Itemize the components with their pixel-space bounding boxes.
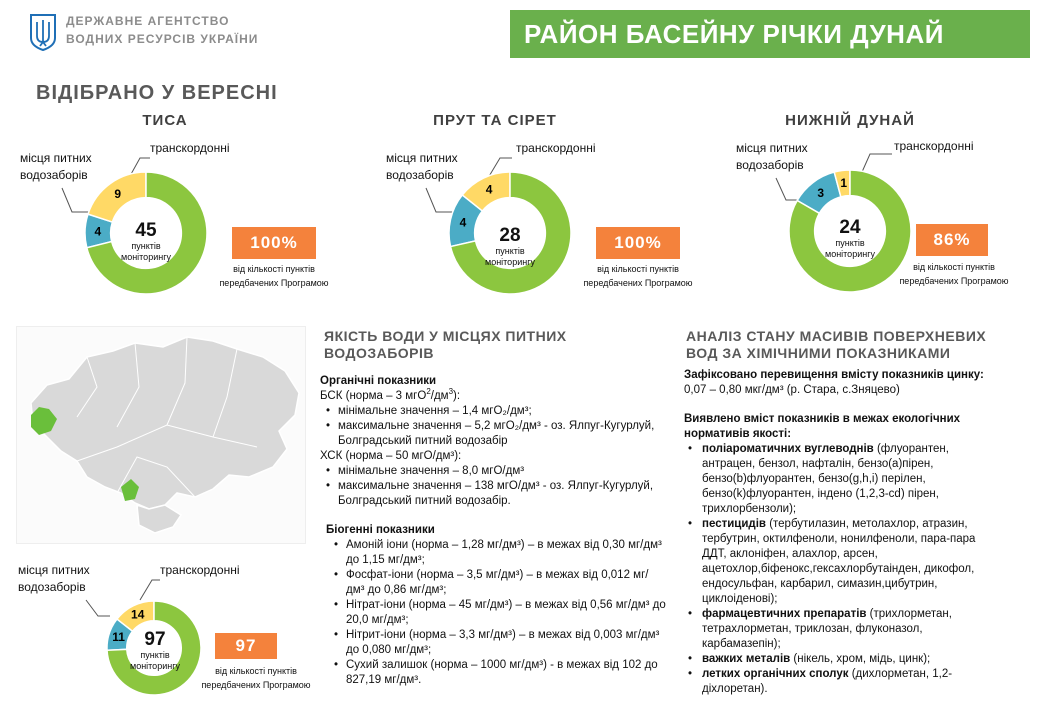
normative-title: Виявлено вміст показників в межах екологічних нормативів якості: [684, 413, 961, 440]
biogenic-list [320, 538, 666, 688]
analysis-heading-line2: ВОД ЗА ХІМІЧНИМИ ПОКАЗНИКАМИ [686, 345, 951, 361]
list-item: • Нітрит-іони (норма – 3,3 мг/дм³) – в межах від 0,003 мг/дм³ до 0,080 мг/дм³; [328, 628, 666, 658]
donut-total-danube: 24 [839, 217, 861, 238]
slice-transboundary-label: 4 [485, 182, 493, 197]
list-item: • максимальне значення – 138 мгО/дм³ - оз. Ялпуг-Кугурлуй, Болградський питний водозабір. [320, 479, 666, 509]
slice-drinking-label: 4 [459, 215, 467, 230]
region-title-tisa: ТИСА [142, 112, 188, 129]
donut-center-danube [810, 218, 890, 260]
quality-heading-line1: ЯКІСТЬ ВОДИ У МІСЦЯХ ПИТНИХ [324, 328, 567, 344]
region-title-lower-danube: НИЖНІЙ ДУНАЙ [785, 112, 915, 129]
list-item: • мінімальне значення – 1,4 мгО₂/дм³; [320, 404, 666, 419]
zinc-title: Зафіксовано перевищення вмісту показників цинку: [684, 369, 984, 381]
hsk-list [320, 464, 666, 509]
program-note-prut: від кількості пунктів передбачених Програмою [583, 264, 693, 288]
bsk-list [320, 404, 666, 449]
program-note-tisa: від кількості пунктів передбачених Програмою [219, 264, 329, 288]
ukraine-map-graphic [17, 327, 307, 545]
callout-transboundary-total: транскордонні [160, 563, 240, 577]
analysis-heading [686, 328, 1036, 362]
donut-total-prut: 28 [499, 225, 521, 246]
biogenic-title: Біогенні показники [326, 524, 435, 536]
callout-drinking: місця питних водозаборів [20, 151, 92, 182]
program-note-total: від кількості пунктів передбачених Програмою [201, 666, 311, 690]
selected-title: ВІДІБРАНО У ВЕРЕСНІ [36, 82, 278, 104]
donut-total-tisa: 45 [135, 220, 157, 241]
callout-transboundary-prut: транскордонні [516, 141, 596, 155]
quality-heading-line2: ВОДОЗАБОРІВ [324, 345, 435, 361]
percent-badge-prut: 100% [596, 227, 680, 259]
list-item: • Нітрат-іони (норма – 45 мг/дм³) – в межах від 0,56 мг/дм³ до 20,0 мг/дм³; [328, 598, 666, 628]
list-item: • фармацевтичних препаратів (трихлорметан, тетрахлорметан, триклозан, флуконазол, карбамазепін); [684, 607, 984, 652]
organic-title: Органічні показники [320, 375, 437, 387]
analysis-heading-line1: АНАЛІЗ СТАНУ МАСИВІВ ПОВЕРХНЕВИХ [686, 328, 987, 344]
slice-transboundary-label: 9 [114, 187, 122, 202]
list-item: • мінімальне значення – 8,0 мгО/дм³ [320, 464, 666, 479]
slice-drinking-label: 3 [817, 185, 825, 200]
callout-transboundary: транскордонні [150, 141, 230, 155]
donut-points-label-total: пунктів моніторингу [130, 650, 180, 671]
donut-points-label-prut: пунктів моніторингу [485, 246, 535, 267]
donut-center-tisa [106, 221, 186, 263]
list-item: • Сухий залишок (норма – 1000 мг/дм³) - в межах від 102 до 827,19 мг/дм³. [328, 658, 666, 688]
callout-drinking-prut: місця питних водозаборів [386, 151, 458, 182]
bsk-title: БСК (норма – 3 $мгО^2/дм^3$): [320, 387, 461, 402]
slice-transboundary-label: 1 [840, 176, 848, 191]
donut-center-prut [470, 226, 550, 268]
percent-badge-tisa: 100% [232, 227, 316, 259]
quality-body [320, 374, 666, 688]
agency-name-line1: ДЕРЖАВНЕ АГЕНТСТВО [66, 14, 230, 28]
program-note-danube: від кількості пунктів передбачених Програмою [899, 262, 1009, 286]
donut-total-overall: 97 [144, 629, 166, 650]
slice-transboundary-label: 14 [131, 607, 145, 622]
callout-drinking-total: місця питних водозаборів [18, 563, 90, 594]
donut-points-label-tisa: пунктів моніторингу [121, 241, 171, 262]
donut-points-label-danube: пунктів моніторингу [825, 238, 875, 259]
zinc-value: 0,07 – 0,80 мкг/дм³ (р. Стара, с.Зняцево) [684, 384, 900, 396]
list-item: • Амоній іони (норма – 1,28 мг/дм³) – в межах від 0,30 мг/дм³ до 1,15 мг/дм³; [328, 538, 666, 568]
slice-drinking-label: 11 [112, 629, 125, 644]
donut-center-total [120, 630, 190, 672]
agency-name-line2: ВОДНИХ РЕСУРСІВ УКРАЇНИ [66, 32, 259, 46]
list-item: • пестицидів (тербутилазин, метолахлор, атразин, тербутрин, октилфеноли, нонилфеноли, пара-пара ДДТ, аклоніфен, алахлор, арсен, ацетохлор,біфенокс,гексахлорбутаінден, дикофол, ендосульфан, карбарил, симазин,цибутрин, циклоіденові); [684, 517, 984, 607]
quality-heading [324, 328, 644, 362]
slice-drinking-label: 4 [94, 224, 102, 239]
analysis-body [684, 368, 984, 697]
percent-badge-total: 97 [215, 633, 277, 659]
list-item: • летких органічних сполук (дихлорметан, 1,2-діхлоретан). [684, 667, 984, 697]
page-title-banner: РАЙОН БАСЕЙНУ РІЧКИ ДУНАЙ [510, 10, 1030, 58]
list-item: • поліароматичних вуглеводнів (флуорантен, антрацен, бензол, нафталін, бензо(а)пірен, бензо(b)флуорантен, бензо(g,h,i) перілен, бензо(k)флуорантен, індено (1,2,3-cd) пірен, трихлорбензоли); [684, 442, 984, 517]
region-title-prut: ПРУТ ТА СІРЕТ [433, 112, 557, 129]
list-item: • максимальне значення – 5,2 мгО₂/дм³ - оз. Ялпуг-Кугурлуй, Болградський питний водозабір [320, 419, 666, 449]
list-item: • важких металів (нікель, хром, мідь, цинк); [684, 652, 984, 667]
list-item: • Фосфат-іони (норма – 3,5 мг/дм³) – в межах від 0,012 мг/дм³ до 0,86 мг/дм³; [328, 568, 666, 598]
callout-transboundary-danube: транскордонні [894, 139, 974, 153]
hsk-title: ХСК (норма – 50 мгО/дм³): [320, 450, 462, 462]
percent-badge-danube: 86% [916, 224, 988, 256]
normative-list [684, 442, 984, 697]
callout-drinking-danube: місця питних водозаборів [736, 141, 808, 172]
ukraine-map [16, 326, 306, 544]
